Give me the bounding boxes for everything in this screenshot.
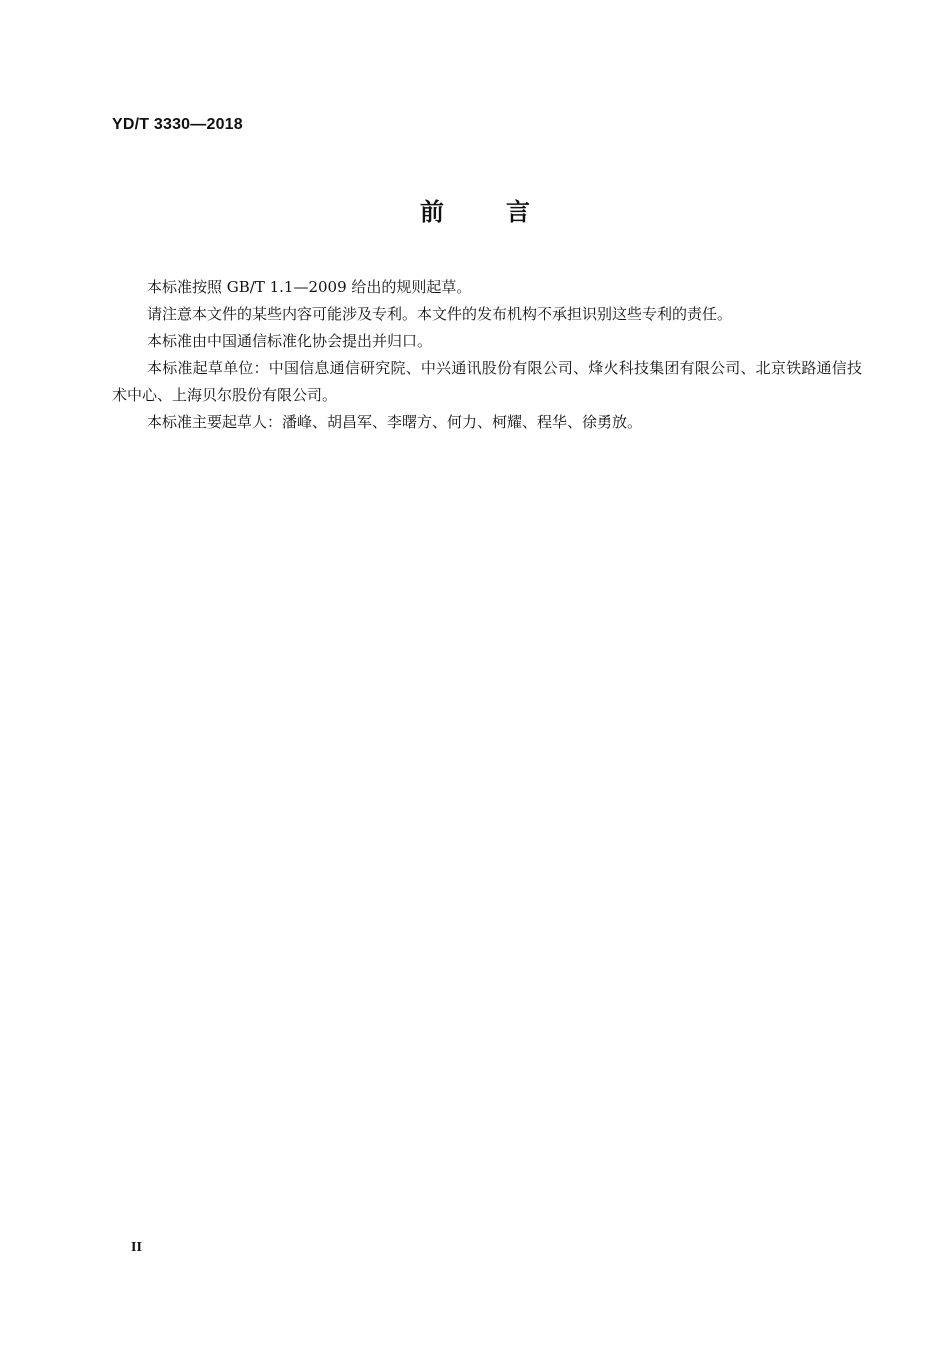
page-title-char-2: 言 <box>506 198 530 226</box>
paragraph-drafters: 本标准主要起草人：潘峰、胡昌军、李曙方、何力、柯耀、程华、徐勇放。 <box>147 413 643 431</box>
page-number: II <box>131 1240 142 1255</box>
page-title <box>0 192 950 227</box>
foreword-body <box>112 274 862 436</box>
paragraph-patent-notice: 请注意本文件的某些内容可能涉及专利。本文件的发布机构不承担识别这些专利的责任。 <box>147 305 733 323</box>
document-code: YD/T 3330—2018 <box>112 116 243 133</box>
paragraph-proposer: 本标准由中国通信标准化协会提出并归口。 <box>147 332 433 350</box>
paragraph-drafting-rules: 本标准按照 GB/T 1.1—2009 给出的规则起草。 <box>147 278 472 296</box>
page-title-char-1: 前 <box>420 198 444 226</box>
paragraph-drafting-units: 本标准起草单位：中国信息通信研究院、中兴通讯股份有限公司、烽火科技集团有限公司、北京铁路通信技术中心、上海贝尔股份有限公司。 <box>112 359 862 404</box>
